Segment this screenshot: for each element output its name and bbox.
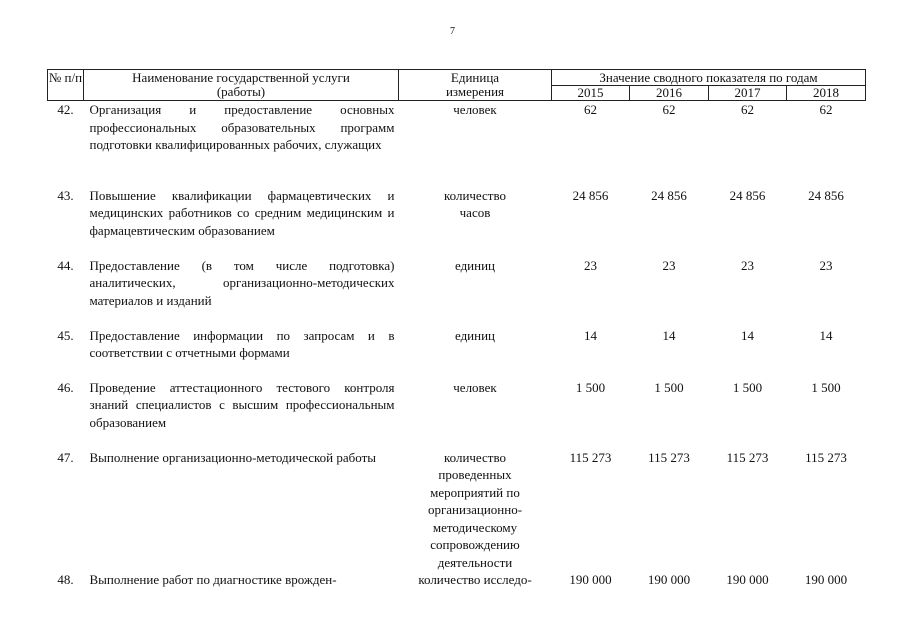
row-value-2018: 115 273 [805, 449, 847, 465]
row-name: Повышение квалификации фармацевтических и медицинских работников со средним медицинским и фармацевтическим образованием [89, 187, 395, 238]
row-num: 44. [57, 257, 74, 273]
row-value-2016: 115 273 [648, 449, 690, 465]
row-value-2017: 190 000 [726, 572, 769, 587]
table-row [48, 571, 866, 591]
row-value-2017: 14 [741, 327, 754, 343]
row-num: 46. [57, 379, 74, 395]
row-value-2015: 62 [584, 102, 597, 117]
table-row [48, 101, 866, 187]
row-unit: единиц [454, 327, 496, 343]
row-value-2017: 23 [741, 257, 754, 273]
header-name: Наименование государственной услуги (работы) [84, 70, 399, 101]
row-value-2018: 190 000 [804, 572, 848, 587]
row-value-2016: 190 000 [647, 572, 691, 587]
row-value-2015: 1 500 [575, 379, 606, 395]
row-value-2017: 1 500 [732, 379, 763, 395]
row-value-2018: 62 [819, 102, 833, 117]
row-value-2015: 115 273 [569, 449, 612, 465]
table-row [48, 379, 866, 449]
table-row [48, 257, 866, 327]
row-num: 45. [57, 327, 74, 343]
row-unit: количество часов [443, 187, 507, 220]
table-row [48, 187, 866, 257]
row-num: 42. [57, 102, 74, 117]
header-year-2017: 2017 [709, 86, 787, 101]
row-value-2015: 23 [584, 257, 597, 273]
row-name: Предоставление информации по запросам и в соответствии с отчетными формами [89, 327, 395, 360]
row-name: Организация и предоставление основных профессиональных образовательных программ подготовки квалифицированных рабочих, служащих [89, 102, 395, 152]
row-num: 47. [57, 449, 74, 465]
row-value-2018: 24 856 [808, 187, 844, 203]
row-name: Проведение аттестационного тестового контроля знаний специалистов с высшим профессиональным образованием [89, 379, 395, 430]
row-value-2017: 115 273 [726, 449, 769, 465]
row-unit: количество проведенных мероприятий по организационно-методическому сопровождению деятельности [427, 449, 523, 570]
header-year-2015: 2015 [552, 86, 630, 101]
row-value-2018: 23 [819, 257, 833, 273]
row-unit: человек [453, 102, 497, 117]
row-value-2016: 24 856 [651, 187, 687, 203]
header-year-2018: 2018 [787, 86, 866, 101]
row-unit: единиц [454, 257, 496, 273]
row-value-2016: 14 [662, 327, 676, 343]
row-unit: человек [453, 379, 497, 395]
row-value-2017: 62 [741, 102, 754, 117]
row-value-2018: 1 500 [811, 379, 841, 395]
header-values-group: Значение сводного показателя по годам [552, 70, 866, 86]
row-value-2016: 62 [662, 102, 676, 117]
row-value-2015: 190 000 [569, 572, 612, 587]
row-name: Выполнение организационно-методической работы [89, 449, 377, 465]
row-value-2016: 23 [662, 257, 676, 273]
row-unit: количество исследо- [418, 572, 532, 587]
row-value-2016: 1 500 [654, 379, 684, 395]
header-num: № п/п [48, 70, 84, 101]
page-number: 7 [450, 26, 455, 37]
row-value-2018: 14 [819, 327, 833, 343]
row-value-2015: 24 856 [572, 187, 609, 203]
services-table [47, 69, 866, 591]
header-year-2016: 2016 [630, 86, 709, 101]
row-name: Выполнение работ по диагностике врожден- [89, 572, 337, 587]
row-value-2017: 24 856 [729, 187, 766, 203]
row-num: 43. [57, 187, 74, 203]
header-unit: Единица измерения [399, 70, 552, 101]
table-row [48, 449, 866, 572]
row-num: 48. [57, 572, 74, 587]
row-value-2015: 14 [584, 327, 597, 343]
table-row [48, 327, 866, 379]
row-name: Предоставление (в том числе подготовка) аналитических, организационно-методических материалов и изданий [89, 257, 395, 308]
